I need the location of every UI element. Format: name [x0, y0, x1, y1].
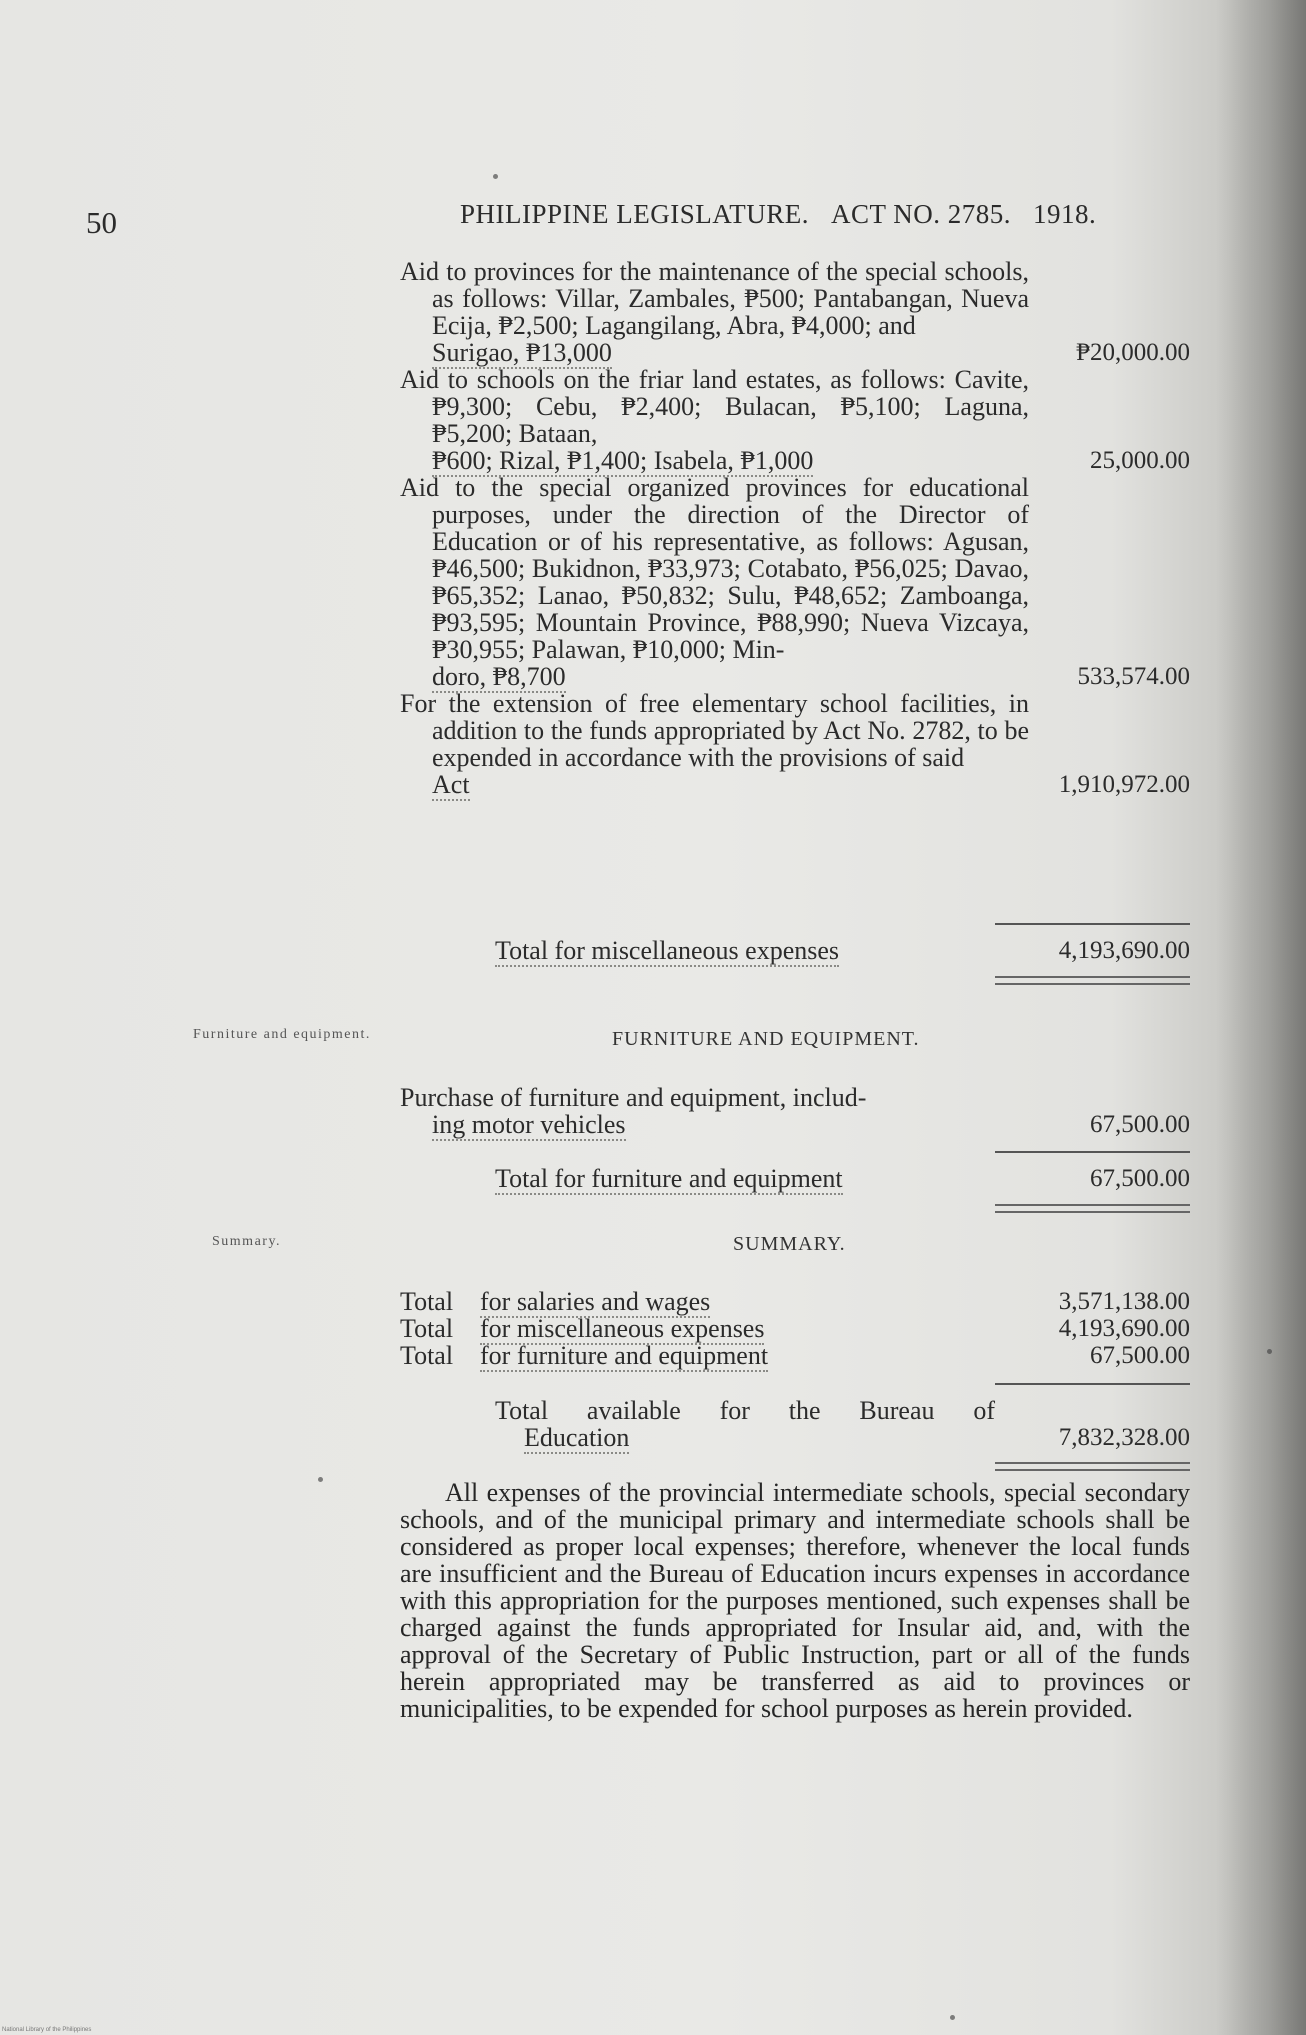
misc-item-amount: ₱20,000.00 [1076, 339, 1190, 366]
misc-total-amount: 4,193,690.00 [1058, 937, 1190, 964]
furniture-total-amount: 67,500.00 [1090, 1165, 1190, 1192]
scan-speck [1267, 1349, 1272, 1354]
running-head-title: PHILIPPINE LEGISLATURE. [460, 199, 809, 229]
margin-note-summary: Summary. [212, 1234, 282, 1249]
running-head-act: ACT NO. 2785. [831, 199, 1012, 229]
misc-item-special-provinces: Aid to the special organized provinces for educational purposes, under the direction of the Director of Education or of his representative, as follows: Agusan, ₱46,500; Bukidnon, ₱33,973; Cotabato, ₱56,025; Davao, ₱65,352; Lanao, ₱50,832; Sulu, ₱48,652; Zamboanga, ₱93,595; Mountain Province, ₱88,990; Nueva Vizcaya, ₱30,955; Palawan, ₱10,000; Min- doro, ₱8,700 533,574.00 [400, 473, 1190, 691]
closing-paragraph: All expenses of the provincial intermediate schools, special secondary schools, and of the municipal primary and intermediate schools shall be considered as proper local expenses; therefore, whenever the local funds are insufficient and the Bureau of Education incurs expenses in accordance with this appropriation for the purposes mentioned, such expenses shall be charged against the funds appropriated for Insular aid, and, with the approval of the Secretary of Public Instruction, part or all of the funds herein appropriated may be transferred as aid to provinces or municipalities, to be expended for school purposes as herein provided. [400, 1478, 1190, 1723]
grand-total-wrap [400, 1397, 1190, 1451]
section-heading-furniture: FURNITURE AND EQUIPMENT. [612, 1028, 920, 1050]
misc-total-wrap [400, 937, 1190, 964]
scan-speck [950, 2015, 955, 2020]
running-head-year: 1918. [1033, 199, 1097, 229]
running-head [460, 199, 1096, 230]
grand-total-amount: 7,832,328.00 [1058, 1424, 1190, 1451]
scan-speck [493, 174, 498, 179]
summary-row-miscellaneous: Total for miscellaneous expenses 4,193,690.00 [400, 1314, 1190, 1343]
page-number: 50 [86, 205, 117, 240]
misc-items-column [400, 258, 1190, 798]
section-heading-summary: SUMMARY. [733, 1233, 846, 1255]
summary-row-furniture: Total for furniture and equipment 67,500.00 [400, 1341, 1190, 1370]
footer-credit: National Library of the Philippines [2, 2027, 92, 2033]
page-spine-shadow [1216, 0, 1306, 2035]
furniture-item-amount: 67,500.00 [1090, 1111, 1190, 1138]
summary-row-salaries: Total for salaries and wages 3,571,138.00 [400, 1287, 1190, 1316]
grand-total-label-2: Education [524, 1423, 630, 1452]
furniture-total-wrap [400, 1165, 1190, 1192]
furniture-total-label: Total for furniture and equipment [495, 1164, 843, 1193]
summary-rows [400, 1288, 1190, 1369]
rule-below-furniture-total [995, 1204, 1190, 1213]
furniture-item: Purchase of furniture and equipment, includ- ing motor vehicles 67,500.00 [400, 1083, 1190, 1139]
furniture-total-line [400, 1165, 1190, 1192]
misc-total-label: Total for miscellaneous expenses [495, 936, 840, 965]
misc-item-friar-land-schools: Aid to schools on the friar land estates, as follows: Cavite, ₱9,300; Cebu, ₱2,400; Bulacan, ₱5,100; Laguna, ₱5,200; Bataan, ₱600; Rizal, ₱1,400; Isabela, ₱1,000 25,000.00 [400, 365, 1190, 475]
misc-total-line [400, 937, 1190, 964]
rule-below-grand-total [995, 1462, 1190, 1471]
misc-item-special-schools: Aid to provinces for the maintenance of the special schools, as follows: Villar, Zambales, ₱500; Pantabangan, Nueva Ecija, ₱2,500; Lagangilang, Abra, ₱4,000; and Surigao, ₱13,000 ₱20,000.00 [400, 257, 1190, 367]
rule-above-misc-total [995, 923, 1190, 925]
rule-above-furniture-total [995, 1151, 1190, 1153]
misc-item-amount: 1,910,972.00 [1058, 771, 1190, 798]
rule-below-misc-total [995, 976, 1190, 985]
margin-note-furniture: Furniture and equipment. [193, 1027, 371, 1042]
misc-item-amount: 533,574.00 [1077, 663, 1190, 690]
rule-above-grand-total [995, 1383, 1190, 1385]
misc-item-amount: 25,000.00 [1090, 447, 1190, 474]
furniture-item-wrap [400, 1084, 1190, 1138]
scan-speck [318, 1477, 323, 1482]
grand-total-line [400, 1397, 1190, 1451]
misc-item-elementary-extension: For the extension of free elementary school facilities, in addition to the funds appropriated by Act No. 2782, to be expended in accordance with the provisions of said Act 1,910,972.00 [400, 689, 1190, 799]
grand-total-label-1: Total available for the Bureau of [495, 1396, 995, 1425]
